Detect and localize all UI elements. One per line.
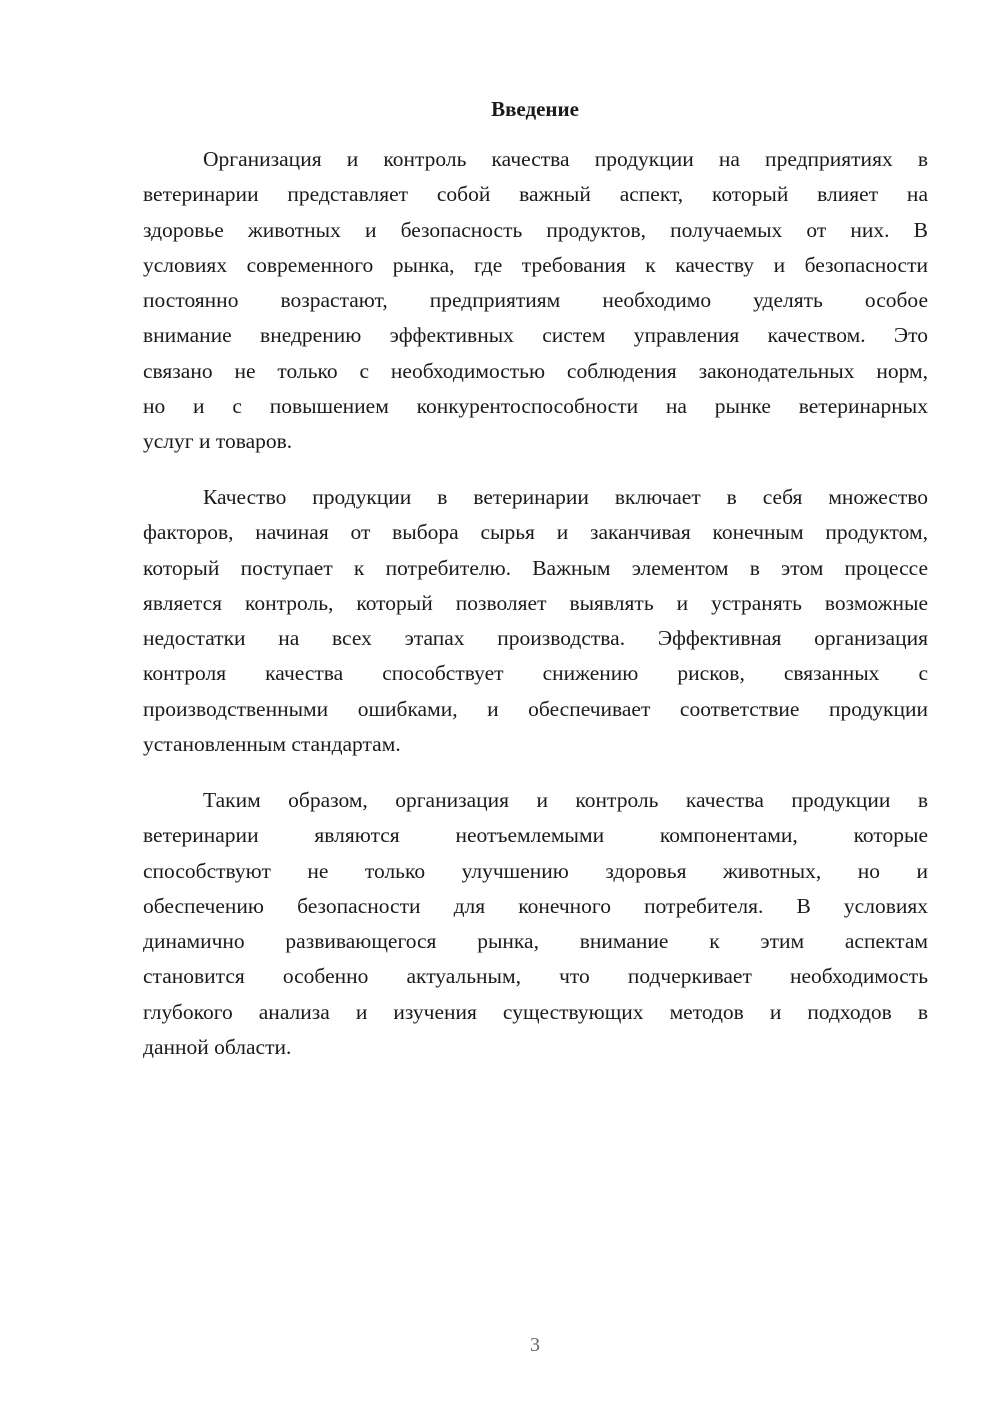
text-line: связано не только с необходимостью соблюдения законодательных норм, [143, 358, 928, 383]
paragraph-3 [143, 783, 928, 1065]
text-line: здоровье животных и безопасность продуктов, получаемых от них. В [143, 217, 928, 242]
text-line: обеспечению безопасности для конечного потребителя. В условиях [143, 893, 928, 918]
text-line: является контроль, который позволяет выявлять и устранять возможные [143, 590, 928, 615]
text-line: глубокого анализа и изучения существующих методов и подходов в [143, 999, 928, 1024]
text-line: недостатки на всех этапах производства. Эффективная организация [143, 626, 928, 651]
text-line: установленным стандартам. [143, 732, 401, 757]
text-line: услуг и товаров. [143, 429, 293, 454]
text-line: становится особенно актуальным, что подчеркивает необходимость [143, 964, 928, 989]
text-line: но и с повышением конкурентоспособности на рынке ветеринарных [143, 394, 928, 419]
paragraph-2 [143, 480, 928, 762]
section-heading: Введение [491, 97, 579, 121]
text-line: динамично развивающегося рынка, внимание к этим аспектам [143, 929, 928, 954]
text-line: способствуют не только улучшению здоровья животных, но и [143, 858, 928, 883]
text-line: который поступает к потребителю. Важным элементом в этом процессе [143, 555, 928, 580]
text-line: ветеринарии представляет собой важный аспект, который влияет на [143, 182, 928, 207]
text-line: условиях современного рынка, где требования к качеству и безопасности [143, 252, 928, 277]
text-line: контроля качества способствует снижению рисков, связанных с [143, 661, 928, 686]
text-line: Таким образом, организация и контроль качества продукции в [203, 788, 928, 812]
text-line: производственными ошибками, и обеспечивает соответствие продукции [143, 696, 928, 721]
text-line: постоянно возрастают, предприятиям необходимо уделять особое [143, 288, 928, 313]
text-line: внимание внедрению эффективных систем управления качеством. Это [143, 323, 928, 348]
page-number: 3 [530, 1334, 540, 1356]
paragraph-1 [143, 142, 928, 460]
text-line: ветеринарии являются неотъемлемыми компонентами, которые [143, 823, 928, 848]
text-line: данной области. [143, 1035, 292, 1060]
text-line: Качество продукции в ветеринарии включает в себя множество [203, 485, 928, 509]
text-line: Организация и контроль качества продукции на предприятиях в [203, 147, 928, 171]
text-line: факторов, начиная от выбора сырья и заканчивая конечным продуктом, [143, 520, 928, 545]
